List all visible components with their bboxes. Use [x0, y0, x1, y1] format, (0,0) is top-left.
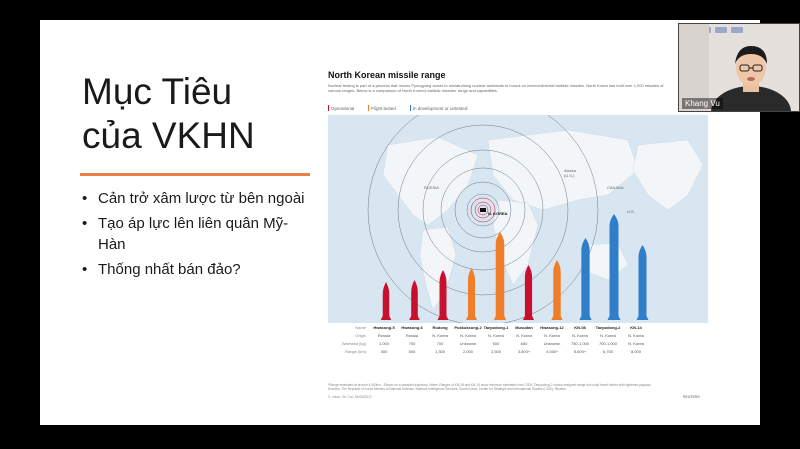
missile-taepodong-2	[608, 214, 621, 320]
table-cell: 700-1,000	[598, 341, 617, 346]
map-label-nkorea: N. KOREA	[488, 211, 508, 216]
slide-title-line-2: của VKHN	[82, 115, 255, 156]
participant-video-tile[interactable]	[678, 23, 800, 112]
row-header: Name	[355, 325, 366, 330]
table-cell: 4,500*	[546, 349, 558, 354]
missile-musudan	[523, 265, 534, 320]
map-label-russia: RUSSIA	[424, 185, 439, 190]
table-cell: Hwasong-6	[401, 325, 423, 330]
table-cell: 1,000	[378, 341, 389, 346]
missile-hwasong-12	[551, 260, 562, 320]
table-cell: N. Korea	[572, 333, 588, 338]
missile-table-row-warhead	[328, 341, 708, 346]
table-cell: 2,500	[490, 349, 501, 354]
table-cell: 500	[492, 341, 500, 346]
table-cell: KN-08	[574, 325, 586, 330]
missile-kn-08	[579, 238, 591, 320]
bullet-item: • Thống nhất bán đảo?	[80, 259, 312, 280]
map-label-canada: CANADA	[607, 185, 624, 190]
missile-taepodong-1	[494, 232, 507, 320]
table-cell: N. Korea	[488, 333, 504, 338]
legend-item-flight-tested: Flight tested	[368, 105, 396, 111]
table-cell: 5,500+	[573, 349, 587, 354]
table-cell: Russia	[377, 333, 391, 338]
legend-item-development: In development or untested	[410, 105, 468, 111]
table-cell: 700	[408, 341, 416, 346]
table-cell: Taepodong-1	[483, 325, 509, 330]
missile-kn-14	[637, 245, 649, 320]
table-cell: N. Korea	[600, 333, 616, 338]
legend-item-operational: Operational	[328, 105, 354, 111]
presentation-slide	[40, 20, 760, 425]
legend-swatch	[368, 105, 369, 111]
missile-hwasong-5	[381, 282, 392, 320]
missile-table-row-name	[328, 325, 708, 330]
table-cell: 6,700	[602, 349, 613, 354]
title-underline	[80, 173, 310, 176]
table-cell: 1,300	[434, 349, 445, 354]
missile-pukkuksong-2	[466, 268, 477, 320]
missile-table-row-origin	[328, 333, 708, 338]
table-cell: N. Korea	[460, 333, 476, 338]
table-cell: 300	[380, 349, 388, 354]
row-header: Range (km)	[345, 349, 366, 354]
row-header: Warhead (kg)	[341, 341, 366, 346]
table-cell: 700	[436, 341, 444, 346]
infographic-description: Nuclear testing is part of a process that moves Pyongyang closer to miniaturising nuclear warheads to mount on intercontinental ballistic missiles. North Korea has built over 1,000 missiles of various ranges. Below is a comparison of North Korea's ballistic missiles' range and capabilities.	[328, 83, 664, 93]
legend-swatch	[328, 105, 329, 111]
bullet-list	[80, 188, 312, 284]
world-map	[328, 115, 708, 323]
table-cell: Unknown	[459, 341, 477, 346]
row-header: Origin	[355, 333, 366, 338]
table-cell: N. Korea	[628, 333, 644, 338]
missile-range-infographic	[328, 70, 748, 415]
table-cell: Russia	[405, 333, 419, 338]
infographic-notes: *Range estimated at around 4,500km. -Shown on a standard trajectory. Notes: Ranges of KN-08 and KN-14 show minimum estimates from CSIS; Taepodong-2 shows designed range but could travel further with lightened payload. Sources: The Republic of Korea Ministry of National Defense, National Intelligence Services, South Korea, Center for Strategic and International Studies (CSIS), Reuters	[328, 383, 652, 391]
table-cell: 650	[520, 341, 528, 346]
table-cell: 8,000	[630, 349, 641, 354]
bullet-item: • Tạo áp lực lên liên quân Mỹ-Hàn	[80, 213, 312, 255]
map-label-alaska: Alaska (U.S.)	[564, 168, 577, 178]
table-cell: 500	[408, 349, 416, 354]
legend-swatch	[410, 105, 411, 111]
table-cell: N. Korea	[628, 341, 644, 346]
table-cell: 2,000	[462, 349, 473, 354]
missile-table-row-range	[328, 349, 708, 354]
table-cell: Taepodong-2	[595, 325, 621, 330]
table-cell: Hwasong-12	[540, 325, 564, 330]
table-cell: Pukkuksong-2	[454, 325, 482, 330]
table-cell: 750-1,000	[570, 341, 589, 346]
table-cell: Unknown	[543, 341, 561, 346]
missile-rodong	[438, 270, 449, 320]
table-cell: Hwasong-5	[373, 325, 395, 330]
slide-title	[82, 70, 312, 158]
map-label-us: U.S.	[627, 209, 635, 214]
table-cell: Rodong	[432, 325, 448, 330]
table-cell: N. Korea	[544, 333, 560, 338]
reuters-logo: REUTERS	[683, 395, 700, 399]
infographic-credit: C. Inton, W. Cai, 24/03/2017	[328, 395, 372, 399]
missile-silhouettes	[328, 115, 708, 323]
table-cell: N. Korea	[432, 333, 448, 338]
table-cell: N. Korea	[516, 333, 532, 338]
infographic-legend	[328, 105, 467, 111]
table-cell: 3,500+	[517, 349, 531, 354]
participant-name-label: Khang Vu	[682, 98, 723, 109]
missile-hwasong-6	[409, 280, 420, 320]
infographic-title: North Korean missile range	[328, 70, 446, 80]
bullet-item: • Cản trở xâm lược từ bên ngoài	[80, 188, 312, 209]
slide-title-line-1: Mục Tiêu	[82, 71, 233, 112]
table-cell: Musudan	[515, 325, 533, 330]
table-cell: KN-14	[630, 325, 642, 330]
